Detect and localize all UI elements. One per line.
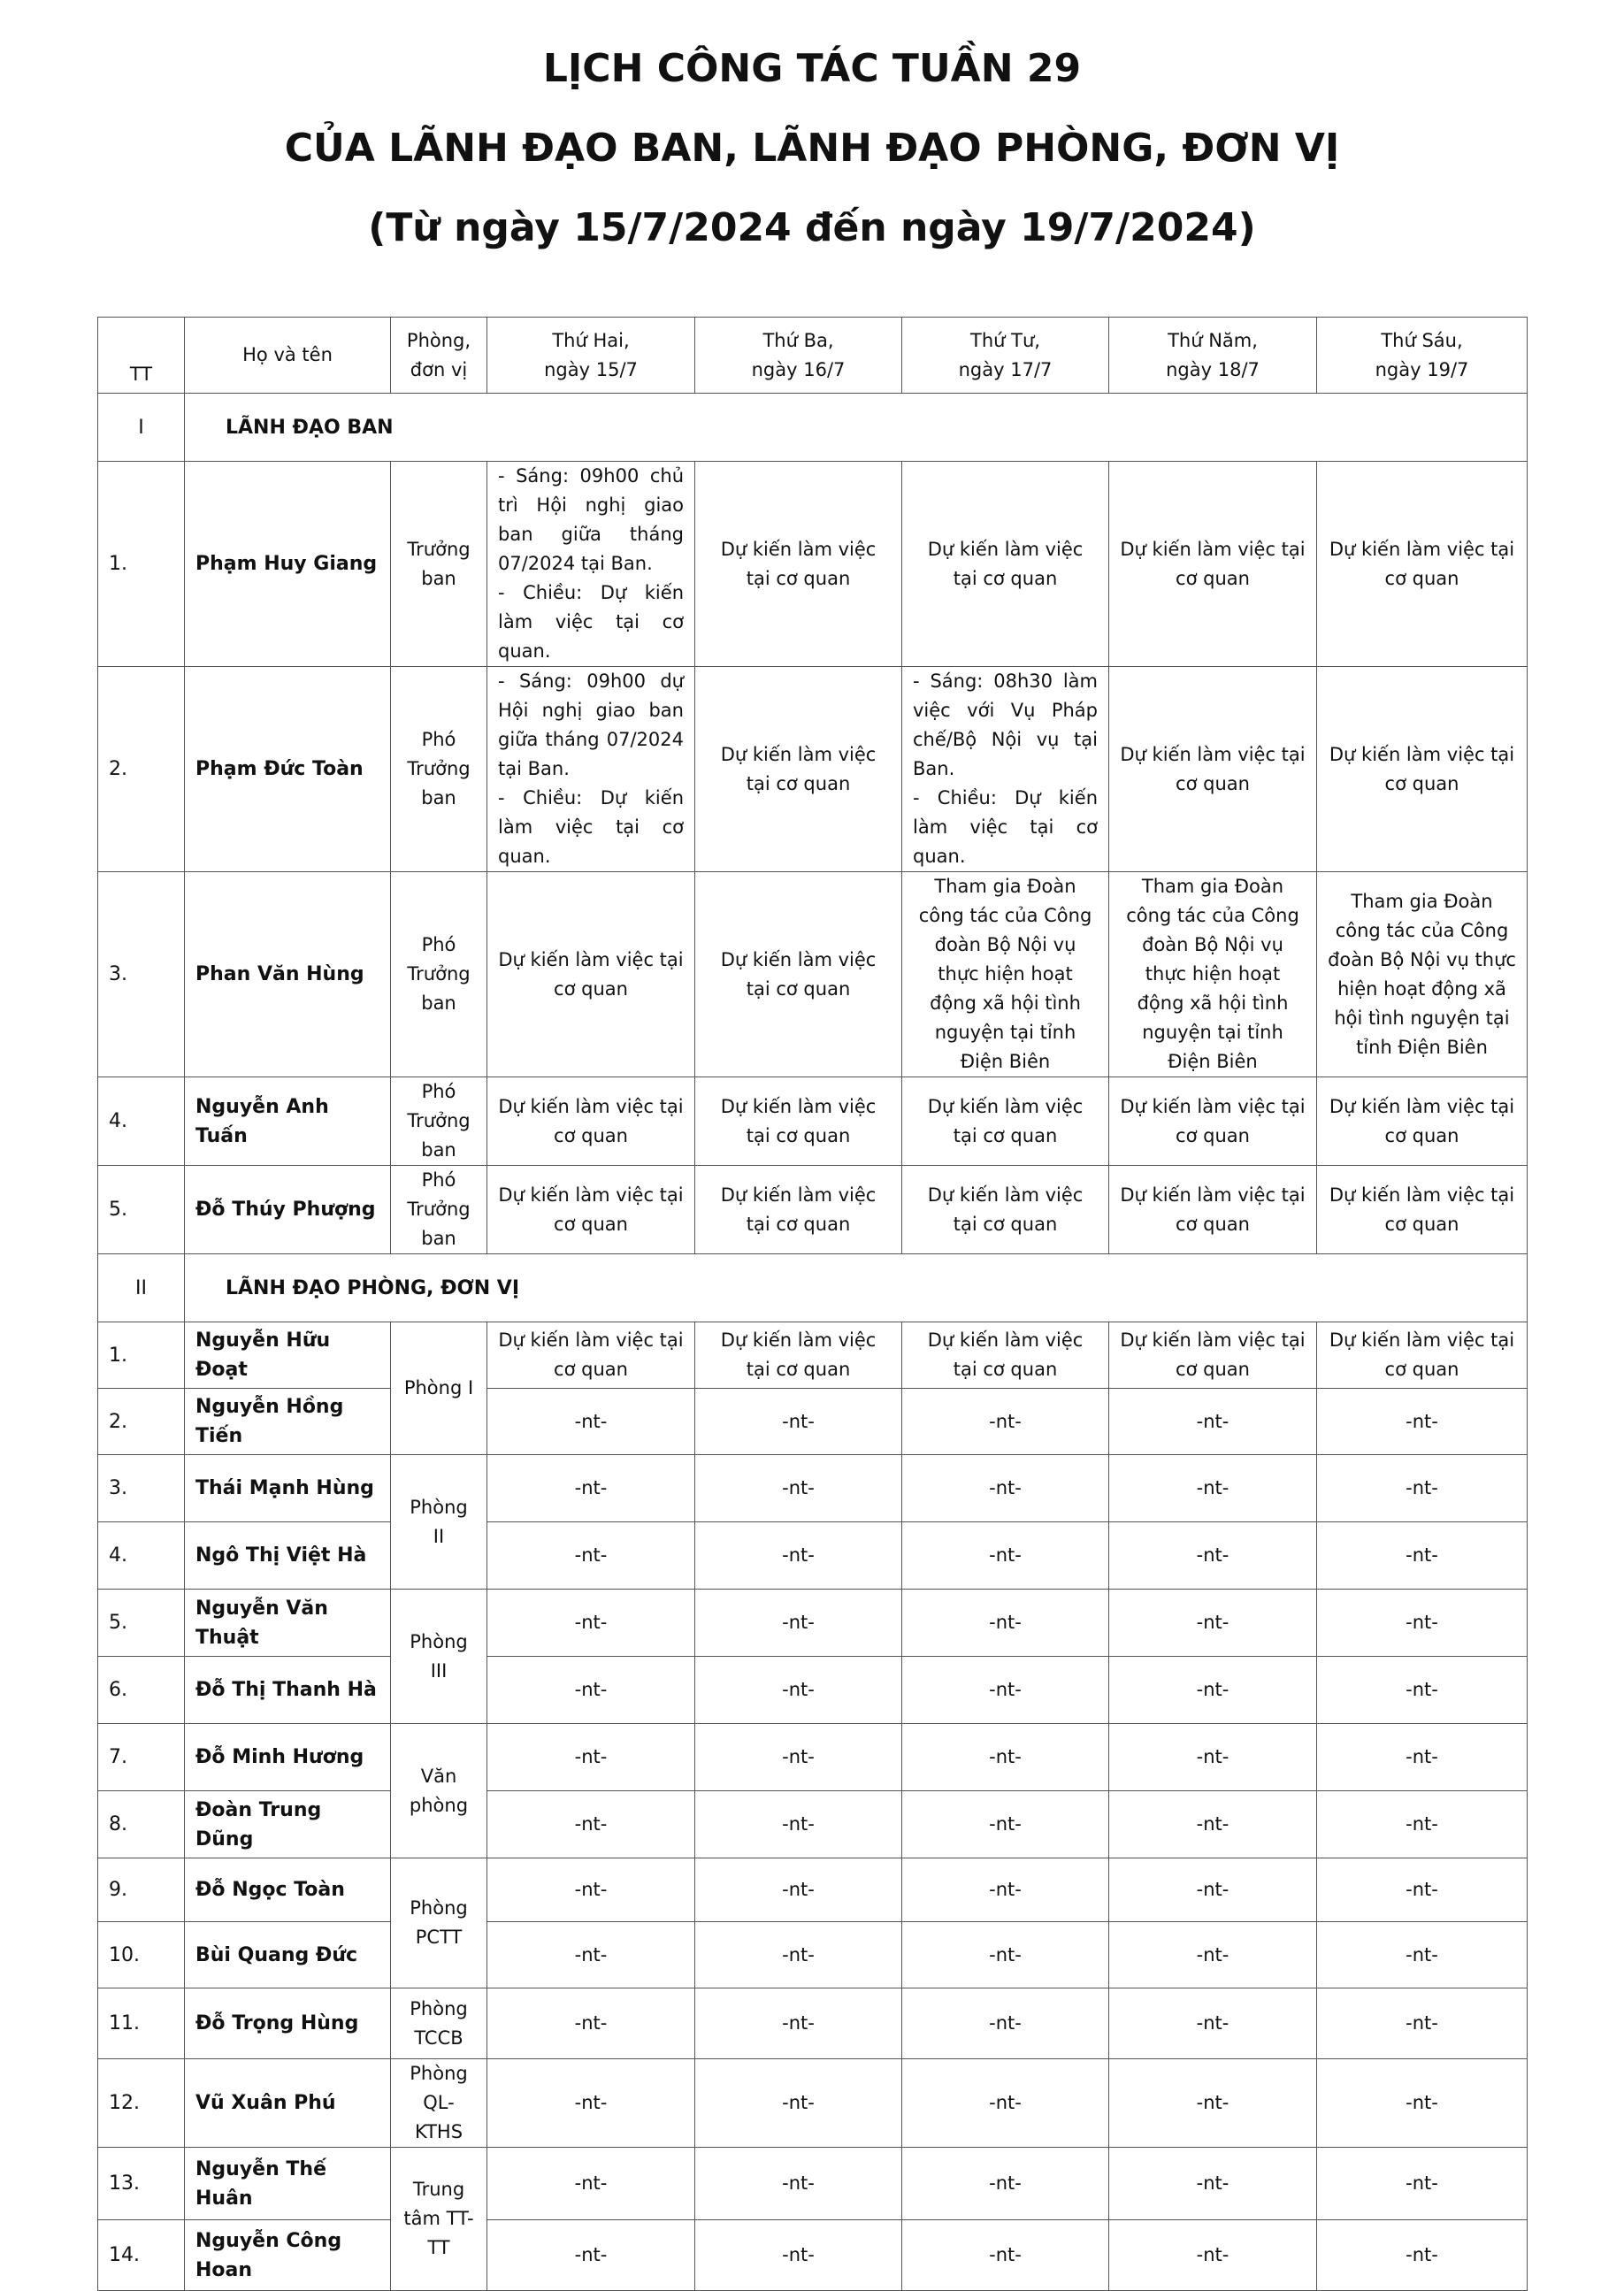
cell-thursday: Tham gia Đoàn công tác của Công đoàn Bộ Nội vụ thực hiện hoạt động xã hội tình nguyện tại tỉnh Điện Biên xyxy=(1109,872,1317,1077)
row-name: Phạm Huy Giang xyxy=(185,462,391,667)
cell-wednesday: -nt- xyxy=(902,2059,1109,2148)
table-row xyxy=(98,1724,1528,1791)
cell-tuesday: -nt- xyxy=(695,1389,902,1455)
table-row xyxy=(98,1166,1528,1254)
cell-thursday: Dự kiến làm việc tại cơ quan xyxy=(1109,1166,1317,1254)
table-row xyxy=(98,462,1528,667)
header-unit: Phòng, đơn vị xyxy=(391,318,487,394)
table-row xyxy=(98,1455,1528,1522)
row-tt: 7. xyxy=(98,1724,185,1791)
row-tt: 2. xyxy=(98,667,185,872)
row-name: Đỗ Thị Thanh Hà xyxy=(185,1657,391,1724)
cell-wednesday: -nt- xyxy=(902,2148,1109,2220)
header-date: ngày 17/7 xyxy=(958,358,1053,380)
table-row xyxy=(98,1322,1528,1389)
cell-wednesday: -nt- xyxy=(902,2220,1109,2291)
row-unit: Phòng TCCB xyxy=(391,1988,487,2059)
row-tt: 3. xyxy=(98,872,185,1077)
table-row xyxy=(98,872,1528,1077)
row-name: Nguyễn Anh Tuấn xyxy=(185,1077,391,1166)
cell-friday: -nt- xyxy=(1317,1988,1528,2059)
cell-monday: - Sáng: 09h00 chủ trì Hội nghị giao ban giữa tháng 07/2024 tại Ban. - Chiều: Dự kiến làm việc tại cơ quan. xyxy=(487,462,695,667)
section-number: I xyxy=(98,394,185,462)
header-tuesday xyxy=(695,318,902,394)
row-tt: 9. xyxy=(98,1858,185,1922)
cell-friday: -nt- xyxy=(1317,2148,1528,2220)
cell-thursday: Dự kiến làm việc tại cơ quan xyxy=(1109,1322,1317,1389)
cell-tuesday: Dự kiến làm việc tại cơ quan xyxy=(695,1166,902,1254)
row-unit: Trưởng ban xyxy=(391,462,487,667)
cell-thursday: Dự kiến làm việc tại cơ quan xyxy=(1109,1077,1317,1166)
table-row xyxy=(98,1522,1528,1590)
cell-wednesday: -nt- xyxy=(902,1988,1109,2059)
row-tt: 12. xyxy=(98,2059,185,2148)
cell-tuesday: Dự kiến làm việc tại cơ quan xyxy=(695,1077,902,1166)
cell-wednesday: Dự kiến làm việc tại cơ quan xyxy=(902,1166,1109,1254)
row-unit: Phó Trưởng ban xyxy=(391,1077,487,1166)
table-row xyxy=(98,1389,1528,1455)
cell-thursday: -nt- xyxy=(1109,1791,1317,1858)
cell-friday: Dự kiến làm việc tại cơ quan xyxy=(1317,462,1528,667)
header-day: Thứ Hai, xyxy=(552,329,630,351)
cell-monday: Dự kiến làm việc tại cơ quan xyxy=(487,1322,695,1389)
table-row xyxy=(98,1077,1528,1166)
cell-monday: Dự kiến làm việc tại cơ quan xyxy=(487,1077,695,1166)
cell-wednesday: Tham gia Đoàn công tác của Công đoàn Bộ Nội vụ thực hiện hoạt động xã hội tình nguyện tại tỉnh Điện Biên xyxy=(902,872,1109,1077)
cell-monday: -nt- xyxy=(487,1724,695,1791)
cell-wednesday: -nt- xyxy=(902,1791,1109,1858)
cell-monday: -nt- xyxy=(487,1922,695,1988)
row-name: Thái Mạnh Hùng xyxy=(185,1455,391,1522)
cell-friday: Dự kiến làm việc tại cơ quan xyxy=(1317,1077,1528,1166)
cell-thursday: -nt- xyxy=(1109,2220,1317,2291)
row-tt: 4. xyxy=(98,1522,185,1590)
cell-monday: Dự kiến làm việc tại cơ quan xyxy=(487,1166,695,1254)
cell-monday: -nt- xyxy=(487,1455,695,1522)
cell-tuesday: -nt- xyxy=(695,2220,902,2291)
cell-tuesday: -nt- xyxy=(695,1858,902,1922)
cell-thursday: -nt- xyxy=(1109,2148,1317,2220)
row-unit: Phó Trưởng ban xyxy=(391,667,487,872)
cell-tuesday: Dự kiến làm việc tại cơ quan xyxy=(695,462,902,667)
cell-tuesday: -nt- xyxy=(695,2148,902,2220)
row-unit: Phòng I xyxy=(391,1322,487,1455)
table-row xyxy=(98,2148,1528,2220)
row-tt: 5. xyxy=(98,1590,185,1657)
table-row xyxy=(98,1858,1528,1922)
header-monday xyxy=(487,318,695,394)
cell-wednesday: -nt- xyxy=(902,1724,1109,1791)
cell-thursday: -nt- xyxy=(1109,1455,1317,1522)
header-friday xyxy=(1317,318,1528,394)
title-line-3: (Từ ngày 15/7/2024 đến ngày 19/7/2024) xyxy=(368,205,1256,250)
row-unit: Phó Trưởng ban xyxy=(391,1166,487,1254)
cell-friday: -nt- xyxy=(1317,1590,1528,1657)
cell-friday: -nt- xyxy=(1317,1724,1528,1791)
header-day: Thứ Năm, xyxy=(1168,329,1258,351)
table-row xyxy=(98,1922,1528,1988)
row-name: Nguyễn Hữu Đoạt xyxy=(185,1322,391,1389)
table-row xyxy=(98,1657,1528,1724)
cell-wednesday: -nt- xyxy=(902,1657,1109,1724)
cell-friday: -nt- xyxy=(1317,1455,1528,1522)
cell-tuesday: -nt- xyxy=(695,1724,902,1791)
cell-wednesday: -nt- xyxy=(902,1522,1109,1590)
cell-tuesday: Dự kiến làm việc tại cơ quan xyxy=(695,667,902,872)
header-day: Thứ Sáu, xyxy=(1381,329,1463,351)
row-name: Đỗ Trọng Hùng xyxy=(185,1988,391,2059)
row-unit: Văn phòng xyxy=(391,1724,487,1858)
row-name: Nguyễn Công Hoan xyxy=(185,2220,391,2291)
cell-monday: -nt- xyxy=(487,1590,695,1657)
table-row xyxy=(98,1791,1528,1858)
row-unit: Phòng PCTT xyxy=(391,1858,487,1988)
cell-wednesday: -nt- xyxy=(902,1858,1109,1922)
table-row xyxy=(98,2220,1528,2291)
document-header xyxy=(0,42,1624,281)
cell-thursday: -nt- xyxy=(1109,1922,1317,1988)
row-tt: 8. xyxy=(98,1791,185,1858)
header-wednesday xyxy=(902,318,1109,394)
row-tt: 3. xyxy=(98,1455,185,1522)
cell-tuesday: -nt- xyxy=(695,1522,902,1590)
cell-wednesday: Dự kiến làm việc tại cơ quan xyxy=(902,1322,1109,1389)
row-unit: Phòng QL-KTHS xyxy=(391,2059,487,2148)
row-unit: Phòng III xyxy=(391,1590,487,1724)
row-tt: 14. xyxy=(98,2220,185,2291)
row-name: Nguyễn Hồng Tiến xyxy=(185,1389,391,1455)
cell-friday: Tham gia Đoàn công tác của Công đoàn Bộ Nội vụ thực hiện hoạt động xã hội tình nguyện tại tỉnh Điện Biên xyxy=(1317,872,1528,1077)
header-day: Thứ Tư, xyxy=(970,329,1040,351)
row-unit: Phòng II xyxy=(391,1455,487,1590)
cell-tuesday: -nt- xyxy=(695,1455,902,1522)
row-tt: 10. xyxy=(98,1922,185,1988)
row-name: Đỗ Thúy Phượng xyxy=(185,1166,391,1254)
cell-thursday: -nt- xyxy=(1109,1590,1317,1657)
table-row xyxy=(98,667,1528,872)
cell-wednesday: -nt- xyxy=(902,1455,1109,1522)
row-name: Nguyễn Thế Huân xyxy=(185,2148,391,2220)
header-date: ngày 19/7 xyxy=(1375,358,1469,380)
cell-thursday: -nt- xyxy=(1109,1522,1317,1590)
header-tt: TT xyxy=(98,318,185,394)
row-name: Phan Văn Hùng xyxy=(185,872,391,1077)
row-tt: 6. xyxy=(98,1657,185,1724)
header-date: ngày 16/7 xyxy=(751,358,846,380)
section-row xyxy=(98,1254,1528,1322)
row-name: Đỗ Ngọc Toàn xyxy=(185,1858,391,1922)
cell-wednesday: Dự kiến làm việc tại cơ quan xyxy=(902,1077,1109,1166)
row-name: Đoàn Trung Dũng xyxy=(185,1791,391,1858)
cell-thursday: -nt- xyxy=(1109,1657,1317,1724)
cell-monday: - Sáng: 09h00 dự Hội nghị giao ban giữa tháng 07/2024 tại Ban. - Chiều: Dự kiến làm việc tại cơ quan. xyxy=(487,667,695,872)
cell-friday: Dự kiến làm việc tại cơ quan xyxy=(1317,1166,1528,1254)
cell-monday: -nt- xyxy=(487,1858,695,1922)
row-tt: 13. xyxy=(98,2148,185,2220)
cell-monday: -nt- xyxy=(487,2220,695,2291)
row-tt: 4. xyxy=(98,1077,185,1166)
cell-friday: -nt- xyxy=(1317,1858,1528,1922)
row-tt: 2. xyxy=(98,1389,185,1455)
row-tt: 1. xyxy=(98,462,185,667)
row-name: Ngô Thị Việt Hà xyxy=(185,1522,391,1590)
cell-tuesday: Dự kiến làm việc tại cơ quan xyxy=(695,872,902,1077)
header-date: ngày 18/7 xyxy=(1166,358,1260,380)
cell-monday: -nt- xyxy=(487,1389,695,1455)
cell-friday: Dự kiến làm việc tại cơ quan xyxy=(1317,1322,1528,1389)
section-number: II xyxy=(98,1254,185,1322)
cell-tuesday: -nt- xyxy=(695,1590,902,1657)
cell-friday: -nt- xyxy=(1317,2059,1528,2148)
cell-tuesday: -nt- xyxy=(695,2059,902,2148)
cell-thursday: -nt- xyxy=(1109,2059,1317,2148)
cell-wednesday: -nt- xyxy=(902,1922,1109,1988)
row-unit: Phó Trưởng ban xyxy=(391,872,487,1077)
cell-monday: -nt- xyxy=(487,2148,695,2220)
cell-monday: Dự kiến làm việc tại cơ quan xyxy=(487,872,695,1077)
cell-tuesday: -nt- xyxy=(695,1988,902,2059)
cell-wednesday: Dự kiến làm việc tại cơ quan xyxy=(902,462,1109,667)
cell-monday: -nt- xyxy=(487,1791,695,1858)
cell-thursday: -nt- xyxy=(1109,1389,1317,1455)
cell-friday: -nt- xyxy=(1317,1922,1528,1988)
row-unit: Trung tâm TT-TT xyxy=(391,2148,487,2291)
cell-monday: -nt- xyxy=(487,1522,695,1590)
section-row xyxy=(98,394,1528,462)
cell-thursday: Dự kiến làm việc tại cơ quan xyxy=(1109,462,1317,667)
row-tt: 5. xyxy=(98,1166,185,1254)
row-name: Bùi Quang Đức xyxy=(185,1922,391,1988)
cell-thursday: -nt- xyxy=(1109,1988,1317,2059)
row-tt: 1. xyxy=(98,1322,185,1389)
row-tt: 11. xyxy=(98,1988,185,2059)
header-name: Họ và tên xyxy=(185,318,391,394)
header-thursday xyxy=(1109,318,1317,394)
cell-thursday: -nt- xyxy=(1109,1858,1317,1922)
cell-tuesday: -nt- xyxy=(695,1657,902,1724)
cell-friday: -nt- xyxy=(1317,1522,1528,1590)
cell-friday: Dự kiến làm việc tại cơ quan xyxy=(1317,667,1528,872)
title-line-1: LỊCH CÔNG TÁC TUẦN 29 xyxy=(542,46,1082,91)
row-name: Nguyễn Văn Thuật xyxy=(185,1590,391,1657)
cell-tuesday: -nt- xyxy=(695,1791,902,1858)
cell-friday: -nt- xyxy=(1317,2220,1528,2291)
cell-friday: -nt- xyxy=(1317,1657,1528,1724)
cell-thursday: -nt- xyxy=(1109,1724,1317,1791)
header-date: ngày 15/7 xyxy=(544,358,638,380)
cell-monday: -nt- xyxy=(487,1657,695,1724)
row-name: Vũ Xuân Phú xyxy=(185,2059,391,2148)
cell-friday: -nt- xyxy=(1317,1389,1528,1455)
cell-monday: -nt- xyxy=(487,1988,695,2059)
cell-tuesday: Dự kiến làm việc tại cơ quan xyxy=(695,1322,902,1389)
table-row xyxy=(98,1590,1528,1657)
title-line-2: CỦA LÃNH ĐẠO BAN, LÃNH ĐẠO PHÒNG, ĐƠN VỊ xyxy=(284,126,1340,171)
cell-thursday: Dự kiến làm việc tại cơ quan xyxy=(1109,667,1317,872)
table-row xyxy=(98,1988,1528,2059)
cell-friday: -nt- xyxy=(1317,1791,1528,1858)
schedule-table xyxy=(97,317,1528,2291)
row-name: Phạm Đức Toàn xyxy=(185,667,391,872)
cell-monday: -nt- xyxy=(487,2059,695,2148)
cell-wednesday: -nt- xyxy=(902,1389,1109,1455)
cell-wednesday: -nt- xyxy=(902,1590,1109,1657)
cell-wednesday: - Sáng: 08h30 làm việc với Vụ Pháp chế/Bộ Nội vụ tại Ban. - Chiều: Dự kiến làm việc tại cơ quan. xyxy=(902,667,1109,872)
table-header-row xyxy=(98,318,1528,394)
section-title: LÃNH ĐẠO BAN xyxy=(185,394,1528,462)
row-name: Đỗ Minh Hương xyxy=(185,1724,391,1791)
cell-tuesday: -nt- xyxy=(695,1922,902,1988)
header-day: Thứ Ba, xyxy=(762,329,834,351)
section-title: LÃNH ĐẠO PHÒNG, ĐƠN VỊ xyxy=(185,1254,1528,1322)
table-row xyxy=(98,2059,1528,2148)
